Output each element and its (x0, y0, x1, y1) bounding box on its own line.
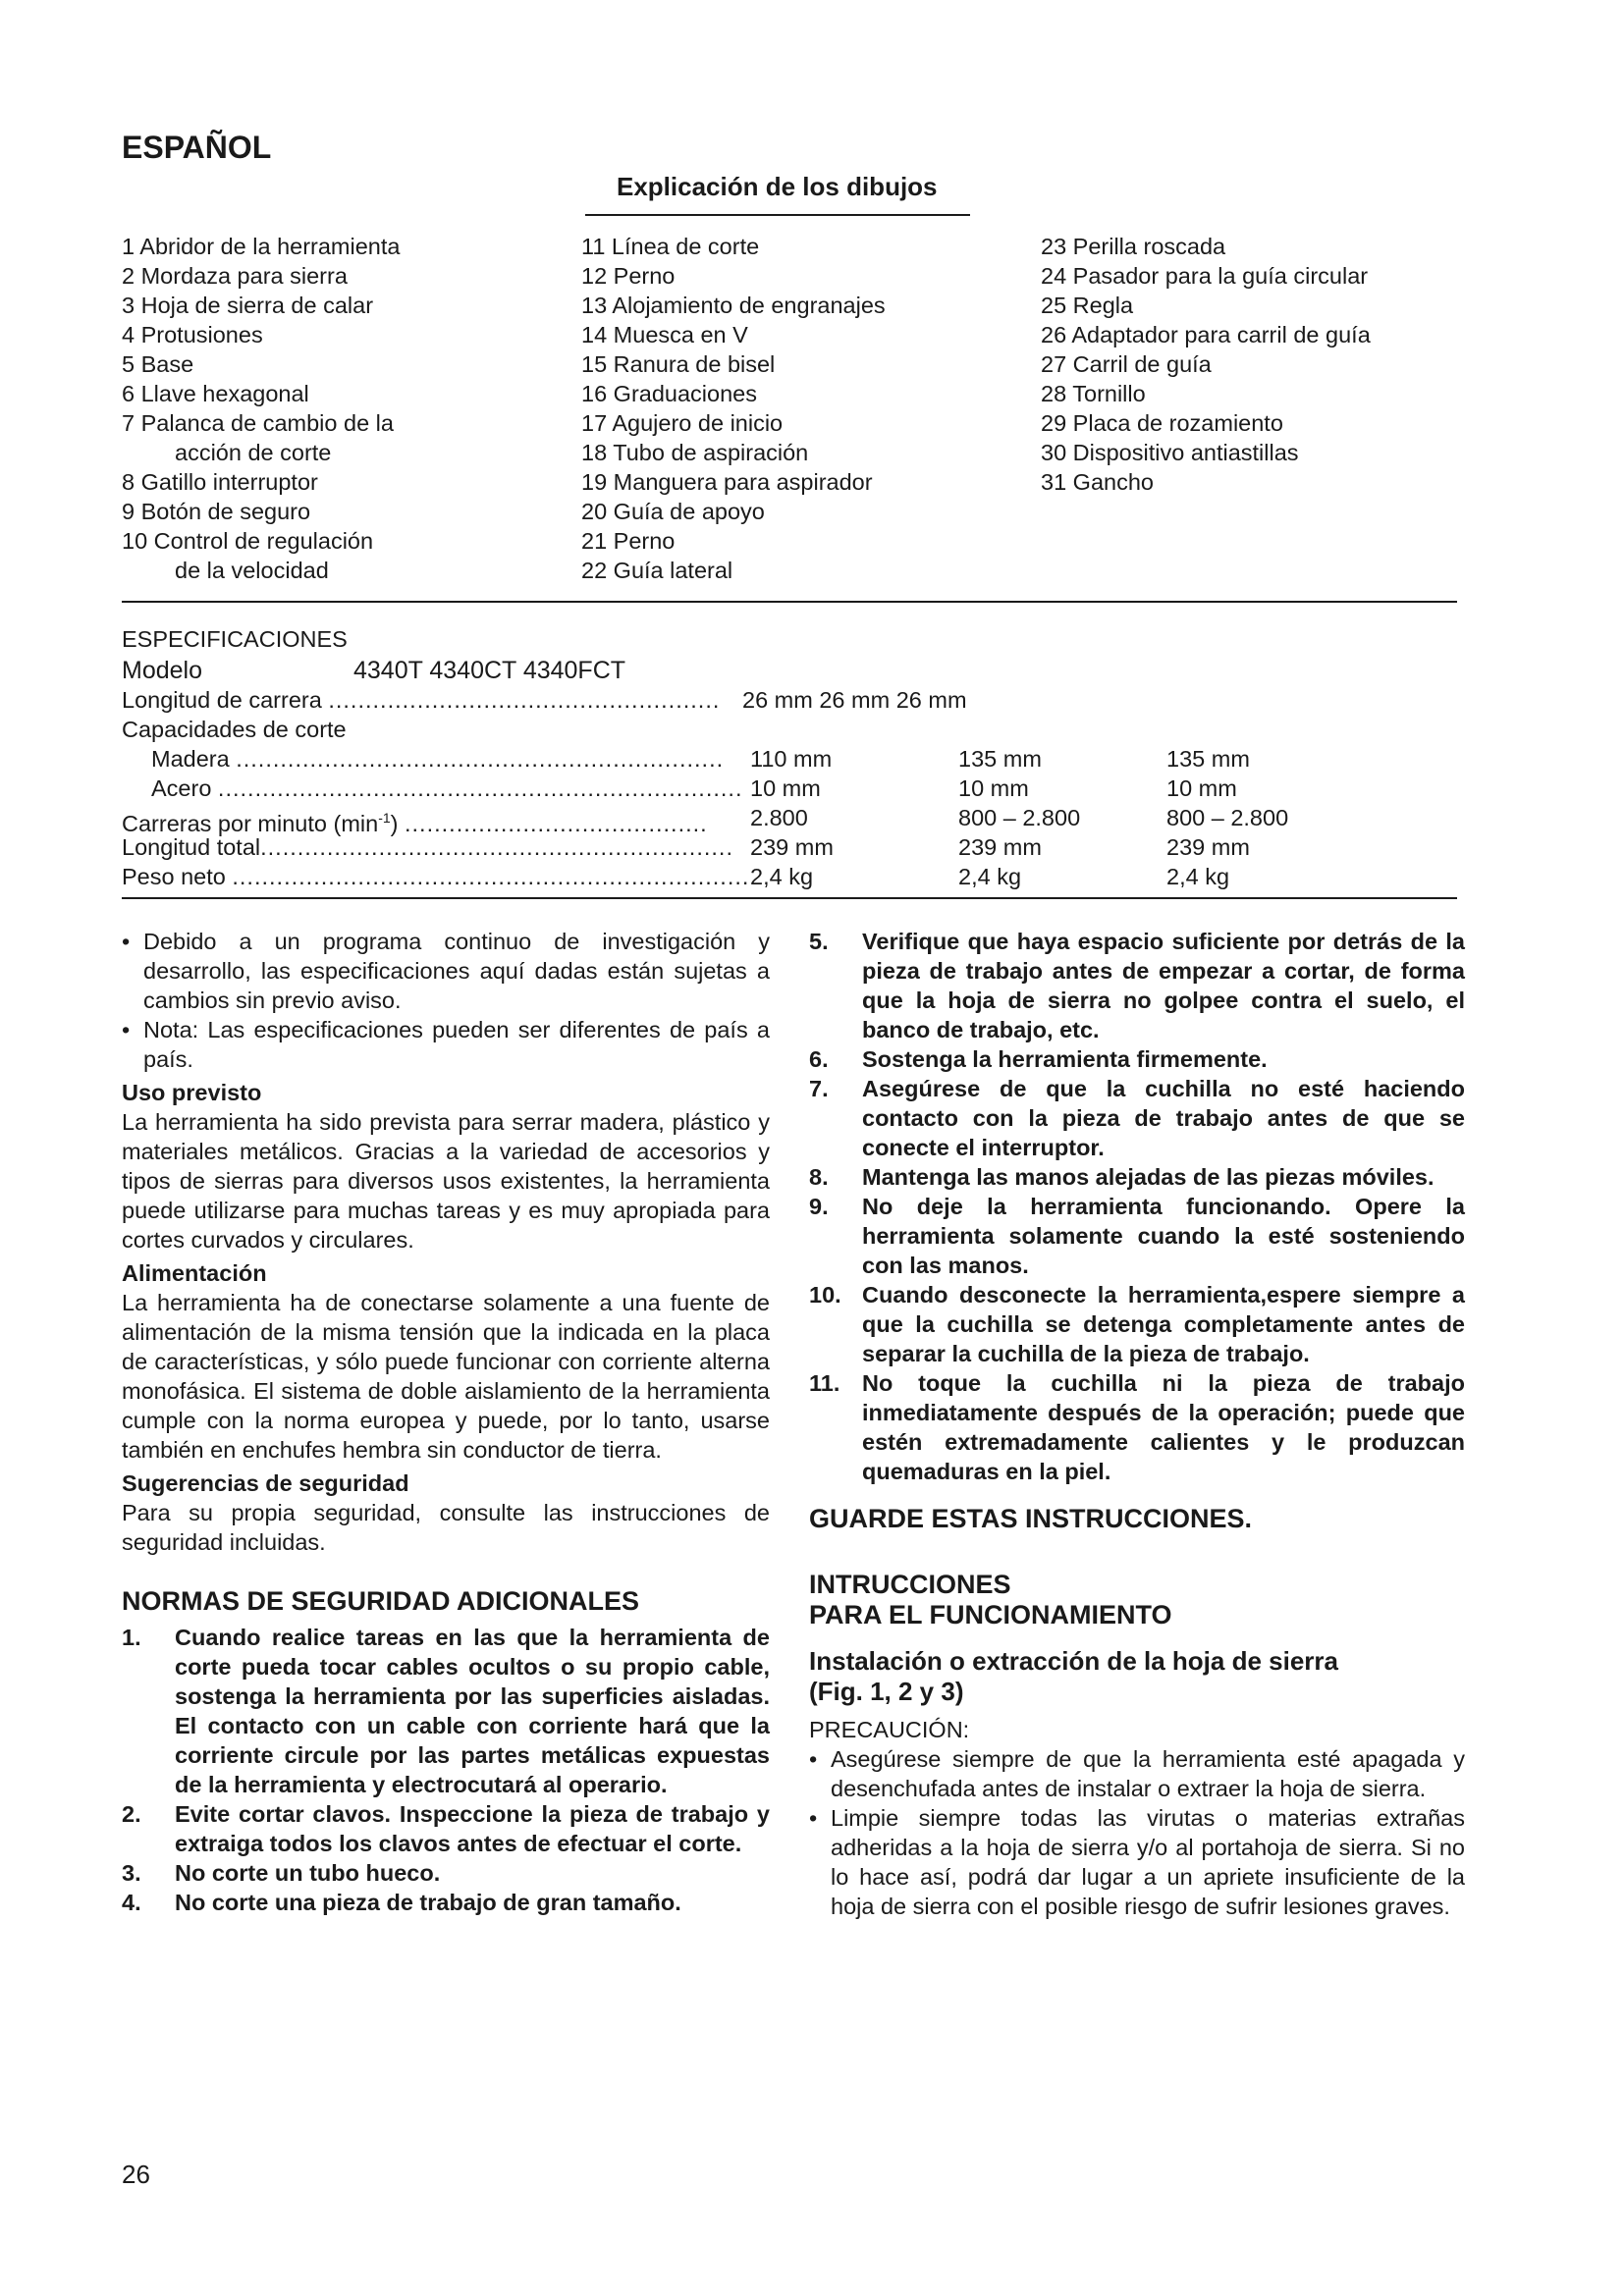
caution-bullet: • Asegúrese siempre de que la herramienta esté apagada y desenchufada antes de instalar o extraer la hoja de sierra. (809, 1744, 1465, 1803)
legend-item: 13 Alojamiento de engranajes (581, 293, 886, 318)
steel-value-4340ct: 10 mm (958, 775, 1029, 801)
wood-label: Madera .................................................................. (151, 746, 725, 772)
save-instructions-heading: GUARDE ESTAS INSTRUCCIONES. (809, 1504, 1253, 1533)
legend-item: 6 Llave hexagonal (122, 381, 309, 406)
right-column (809, 927, 1465, 1921)
rule-number: 11. (809, 1370, 840, 1396)
left-column (122, 927, 770, 1917)
section-divider-top (122, 601, 1457, 603)
legend-item: 10 Control de regulación (122, 528, 374, 554)
legend-item: 30 Dispositivo antiastillas (1041, 440, 1299, 465)
safety-rule (122, 1799, 770, 1858)
stroke-label: Longitud de carrera ..................................................... (122, 687, 721, 713)
legend-item-continued: de la velocidad (175, 558, 329, 583)
legend-item: 27 Carril de guía (1041, 351, 1212, 377)
power-supply-text: La herramienta ha de conectarse solamente a una fuente de alimentación de la misma tensión que la indicada en la placa de características, y sólo puede funcionar con corriente alterna monofásica. El sistema de doble aislamiento de la herramienta cumple con la norma europea y puede, por lo tanto, usarse también en enchufes hembra sin conductor de tierra. (122, 1290, 770, 1463)
specs-heading: ESPECIFICACIONES (122, 626, 348, 652)
legend-item: 24 Pasador para la guía circular (1041, 263, 1369, 289)
page-number: 26 (122, 2160, 150, 2189)
rule-number: 7. (809, 1076, 829, 1101)
weight-value-4340ct: 2,4 kg (958, 864, 1022, 889)
steel-label-text: Acero (151, 775, 212, 801)
legend-item: 16 Graduaciones (581, 381, 757, 406)
language-heading: ESPAÑOL (122, 130, 272, 165)
legend-item: 15 Ranura de bisel (581, 351, 776, 377)
steel-label: Acero ....................................................................... (151, 775, 743, 801)
rule-text: No corte un tubo hueco. (175, 1860, 441, 1886)
stroke-label-text: Longitud de carrera (122, 687, 322, 713)
spm-value-4340t: 2.800 (750, 805, 808, 830)
spec-note-bullet: • Debido a un programa continuo de investigación y desarrollo, las especificaciones aquí dadas están sujetas a cambios sin previo aviso. (122, 927, 770, 1015)
safety-rule (809, 1280, 1465, 1368)
rule-text: No toque la cuchilla ni la pieza de trabajo inmediatamente después de la operación; puede que estén extremadamente calientes y le produzcan quemaduras en la piel. (862, 1370, 1465, 1484)
spec-note-bullet: • Nota: Las especificaciones pueden ser diferentes de país a país. (122, 1015, 770, 1074)
wood-value-4340fct: 135 mm (1166, 746, 1250, 772)
legend-item: 26 Adaptador para carril de guía (1041, 322, 1371, 347)
length-value-4340fct: 239 mm (1166, 834, 1250, 860)
caution-label: PRECAUCIÓN: (809, 1717, 970, 1742)
wood-value-4340ct: 135 mm (958, 746, 1042, 772)
legend-item: 18 Tubo de aspiración (581, 440, 809, 465)
intended-use-text: La herramienta ha sido prevista para serrar madera, plástico y materiales metálicos. Gracias a la variedad de accesorios y tipos de sierras para diversos usos existentes, la herramienta puede utilizarse para muchas tareas y es muy apropiada para cortes curvados y circulares. (122, 1109, 770, 1253)
safety-tips-heading: Sugerencias de seguridad (122, 1470, 409, 1496)
legend-item: 25 Regla (1041, 293, 1134, 318)
rule-text: Evite cortar clavos. Inspeccione la pieza de trabajo y extraiga todos los clavos antes de efectuar el corte. (175, 1801, 770, 1856)
power-supply-heading: Alimentación (122, 1260, 267, 1286)
steel-value-4340fct: 10 mm (1166, 775, 1237, 801)
rule-text: Cuando realice tareas en las que la herramienta de corte pueda tocar cables ocultos o su propio cable, sostenga la herramienta por las superficies aisladas. El contacto con un cable con corriente hará que la corriente circule por las partes metálicas expuestas de la herramienta y electrocutará al operario. (175, 1625, 770, 1797)
legend-item: 5 Base (122, 351, 194, 377)
legend-item: 7 Palanca de cambio de la (122, 410, 394, 436)
rule-number: 4. (122, 1890, 141, 1915)
safety-rule (122, 1623, 770, 1799)
legend-item: 28 Tornillo (1041, 381, 1146, 406)
legend-column-1 (122, 232, 400, 585)
length-label: Longitud total................................................................ (122, 834, 733, 860)
capacities-label: Capacidades de corte (122, 717, 347, 742)
legend-item: 4 Protusiones (122, 322, 263, 347)
safety-rule (809, 1192, 1465, 1280)
figures-heading-underline (585, 214, 970, 216)
weight-label: Peso neto ...................................................................... (122, 864, 750, 889)
weight-value-4340t: 2,4 kg (750, 864, 814, 889)
safety-rule (809, 927, 1465, 1044)
operation-heading-line2: PARA EL FUNCIONAMIENTO (809, 1600, 1172, 1629)
legend-item: 3 Hoja de sierra de calar (122, 293, 374, 318)
legend-item: 29 Placa de rozamiento (1041, 410, 1283, 436)
legend-item: 11 Línea de corte (581, 234, 760, 259)
spm-label-close: ) (390, 810, 399, 836)
legend-column-2 (581, 232, 886, 585)
safety-rule (809, 1074, 1465, 1162)
legend-item: 8 Gatillo interruptor (122, 469, 318, 495)
safety-rule (809, 1162, 1465, 1192)
legend-item: 31 Gancho (1041, 469, 1154, 495)
legend-column-3 (1041, 232, 1371, 497)
safety-rule (809, 1044, 1465, 1074)
blade-install-heading-line2: (Fig. 1, 2 y 3) (809, 1677, 964, 1706)
stroke-values: 26 mm 26 mm 26 mm (742, 687, 967, 713)
rule-text: No corte una pieza de trabajo de gran tamaño. (175, 1890, 681, 1915)
section-divider-bottom (122, 897, 1457, 899)
caution-bullet: • Limpie siempre todas las virutas o materias extrañas adheridas a la hoja de sierra y/o al portahoja de sierra. Si no lo hace así, podrá dar lugar a un apriete insuficiente de la hoja de sierra con el posible riesgo de sufrir lesiones graves. (809, 1803, 1465, 1921)
rule-number: 6. (809, 1046, 829, 1072)
legend-item: 23 Perilla roscada (1041, 234, 1226, 259)
steel-value-4340t: 10 mm (750, 775, 821, 801)
figures-heading: Explicación de los dibujos (617, 172, 938, 201)
operation-heading-line1: INTRUCCIONES (809, 1570, 1011, 1599)
intended-use-heading: Uso previsto (122, 1080, 262, 1105)
legend-item: 17 Agujero de inicio (581, 410, 784, 436)
legend-item: 21 Perno (581, 528, 676, 554)
rule-number: 3. (122, 1860, 141, 1886)
additional-safety-heading: NORMAS DE SEGURIDAD ADICIONALES (122, 1586, 640, 1616)
rule-text: Mantenga las manos alejadas de las piezas móviles. (862, 1164, 1435, 1190)
blade-install-heading-line1: Instalación o extracción de la hoja de sierra (809, 1646, 1338, 1676)
legend-item: 9 Botón de seguro (122, 499, 311, 524)
rule-text: No deje la herramienta funcionando. Opere la herramienta solamente cuando la esté sosteniendo con las manos. (862, 1194, 1465, 1278)
rule-number: 9. (809, 1194, 829, 1219)
legend-item: 12 Perno (581, 263, 676, 289)
rule-text: Cuando desconecte la herramienta,espere siempre a que la cuchilla se detenga completamente antes de separar la cuchilla de la pieza de trabajo. (862, 1282, 1465, 1366)
wood-label-text: Madera (151, 746, 230, 772)
rule-number: 8. (809, 1164, 829, 1190)
model-label: Modelo (122, 657, 202, 684)
spm-label: Carreras por minuto $(\min^{-1})$ ......................................... (122, 810, 708, 836)
weight-label-text: Peso neto (122, 864, 226, 889)
spm-label-text: Carreras por minuto (min (122, 810, 379, 836)
legend-item: 14 Muesca en V (581, 322, 748, 347)
rule-text: Asegúrese de que la cuchilla no esté haciendo contacto con la pieza de trabajo antes de que se conecte el interruptor. (862, 1076, 1465, 1160)
legend-item: 19 Manguera para aspirador (581, 469, 873, 495)
legend-item: 1 Abridor de la herramienta (122, 234, 401, 259)
spm-value-4340fct: 800 – 2.800 (1166, 805, 1289, 830)
wood-value-4340t: 110 mm (750, 746, 833, 772)
rule-number: 1. (122, 1625, 141, 1650)
legend-item: 2 Mordaza para sierra (122, 263, 348, 289)
rule-number: 2. (122, 1801, 141, 1827)
legend-item: 20 Guía de apoyo (581, 499, 765, 524)
safety-rule (122, 1858, 770, 1888)
rule-number: 10. (809, 1282, 841, 1308)
safety-tips-text: Para su propia seguridad, consulte las instrucciones de seguridad incluidas. (122, 1500, 770, 1555)
length-value-4340ct: 239 mm (958, 834, 1042, 860)
rule-number: 5. (809, 929, 829, 954)
rule-text: Verifique que haya espacio suficiente por detrás de la pieza de trabajo antes de empezar a cortar, de forma que la hoja de sierra no golpee contra el suelo, el banco de trabajo, etc. (862, 929, 1465, 1042)
legend-item: 22 Guía lateral (581, 558, 733, 583)
spm-exponent: -1 (378, 810, 391, 826)
spm-value-4340ct: 800 – 2.800 (958, 805, 1081, 830)
safety-rule (122, 1888, 770, 1917)
length-label-text: Longitud total (122, 834, 261, 860)
length-value-4340t: 239 mm (750, 834, 834, 860)
rule-text: Sostenga la herramienta firmemente. (862, 1046, 1268, 1072)
legend-item-continued: acción de corte (175, 440, 332, 465)
safety-rule (809, 1368, 1465, 1486)
weight-value-4340fct: 2,4 kg (1166, 864, 1230, 889)
model-numbers: 4340T 4340CT 4340FCT (353, 657, 626, 684)
